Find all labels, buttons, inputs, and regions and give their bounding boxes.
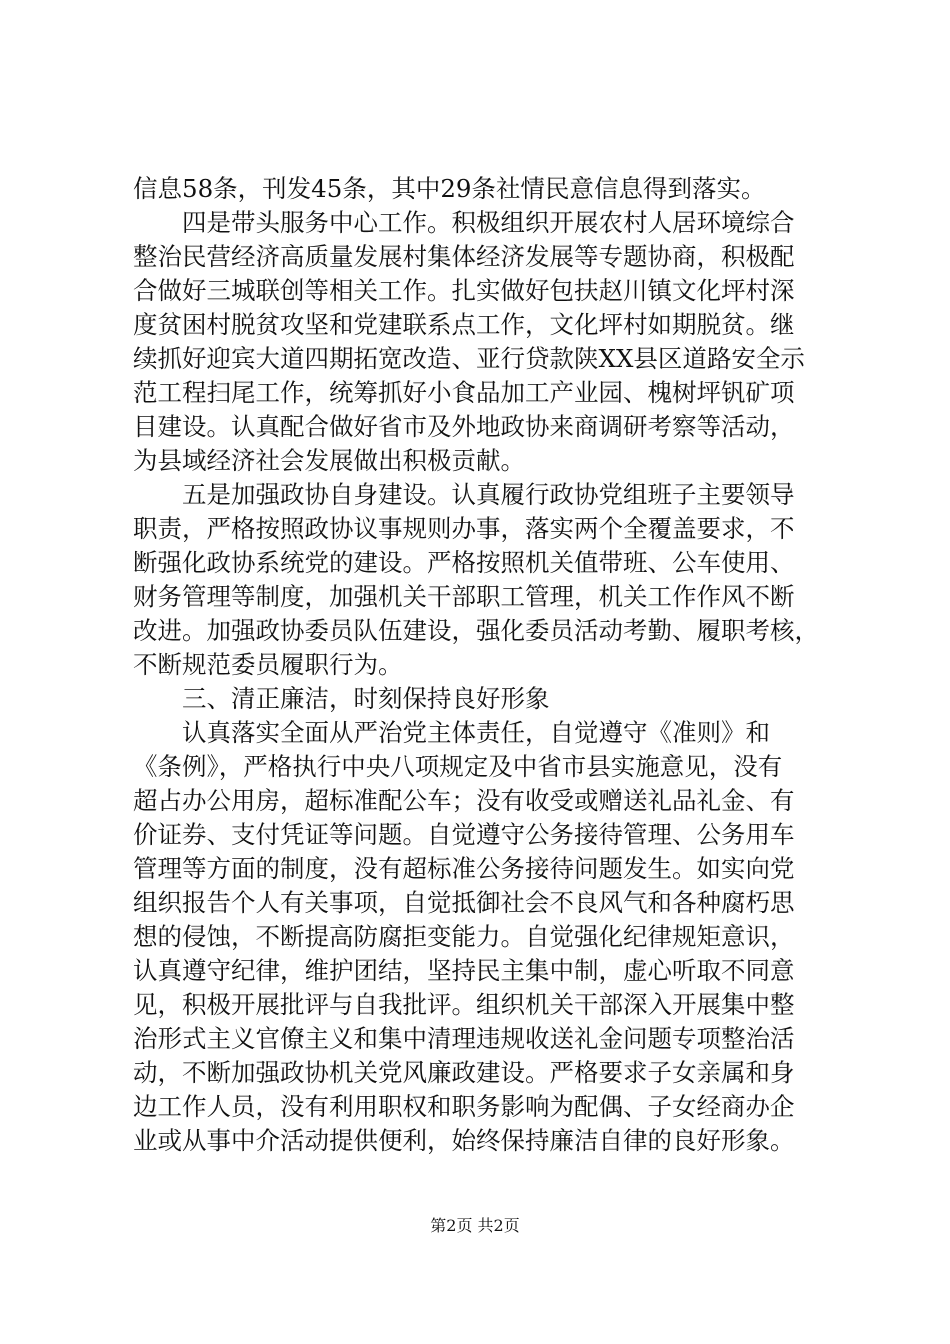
text-line: 财务管理等制度，加强机关干部职工管理，机关工作作风不断 xyxy=(133,582,795,611)
text-line: 度贫困村脱贫攻坚和党建联系点工作，文化坪村如期脱贫。继 xyxy=(133,310,795,339)
text-line: 认真落实全面从严治党主体责任，自觉遵守《准则》和 xyxy=(133,718,770,747)
text-line: 见，积极开展批评与自我批评。组织机关干部深入开展集中整 xyxy=(133,990,795,1019)
text-line: 组织报告个人有关事项，自觉抵御社会不良风气和各种腐朽思 xyxy=(133,888,795,917)
text-line: 动，不断加强政协机关党风廉政建设。严格要求子女亲属和身 xyxy=(133,1058,795,1087)
text-line: 整治民营经济高质量发展村集体经济发展等专题协商，积极配 xyxy=(133,242,795,271)
text-line: 五是加强政协自身建设。认真履行政协党组班子主要领导 xyxy=(133,480,795,509)
text-line: 合做好三城联创等相关工作。扎实做好包扶赵川镇文化坪村深 xyxy=(133,276,795,305)
section-heading: 三、清正廉洁，时刻保持良好形象 xyxy=(133,684,550,713)
text-line: 想的侵蚀，不断提高防腐拒变能力。自觉强化纪律规矩意识， xyxy=(133,922,795,951)
text-line: 改进。加强政协委员队伍建设，强化委员活动考勤、履职考核， xyxy=(133,616,819,645)
text-line: 业或从事中介活动提供便利，始终保持廉洁自律的良好形象。 xyxy=(133,1126,795,1155)
text-line: 目建设。认真配合做好省市及外地政协来商调研考察等活动， xyxy=(133,412,795,441)
text-line: 断强化政协系统党的建设。严格按照机关值带班、公车使用、 xyxy=(133,548,795,577)
text-line: 范工程扫尾工作，统筹抓好小食品加工产业园、槐树坪钒矿项 xyxy=(133,378,795,407)
text-line: 管理等方面的制度，没有超标准公务接待问题发生。如实向党 xyxy=(133,854,795,883)
text-line: 不断规范委员履职行为。 xyxy=(133,650,403,679)
text-line: 治形式主义官僚主义和集中清理违规收送礼金问题专项整治活 xyxy=(133,1024,795,1053)
text-line: 为县域经济社会发展做出积极贡献。 xyxy=(133,446,525,475)
text-line: 认真遵守纪律，维护团结，坚持民主集中制，虚心听取不同意 xyxy=(133,956,795,985)
text-line: 边工作人员，没有利用职权和职务影响为配偶、子女经商办企 xyxy=(133,1092,795,1121)
text-line: 续抓好迎宾大道四期拓宽改造、亚行贷款陕XX县区道路安全示 xyxy=(133,344,805,373)
text-line: 四是带头服务中心工作。积极组织开展农村人居环境综合 xyxy=(133,208,795,237)
text-line: 职责，严格按照政协议事规则办事，落实两个全覆盖要求，不 xyxy=(133,514,795,543)
text-line: 超占办公用房，超标准配公车；没有收受或赠送礼品礼金、有 xyxy=(133,786,795,815)
page-footer: 第2页 共2页 xyxy=(430,1216,520,1235)
text-line: 价证券、支付凭证等问题。自觉遵守公务接待管理、公务用车 xyxy=(133,820,795,849)
text-line: 《条例》，严格执行中央八项规定及中省市县实施意见，没有 xyxy=(133,752,783,781)
text-line: 信息58条，刊发45条，其中29条社情民意信息得到落实。 xyxy=(133,174,766,203)
